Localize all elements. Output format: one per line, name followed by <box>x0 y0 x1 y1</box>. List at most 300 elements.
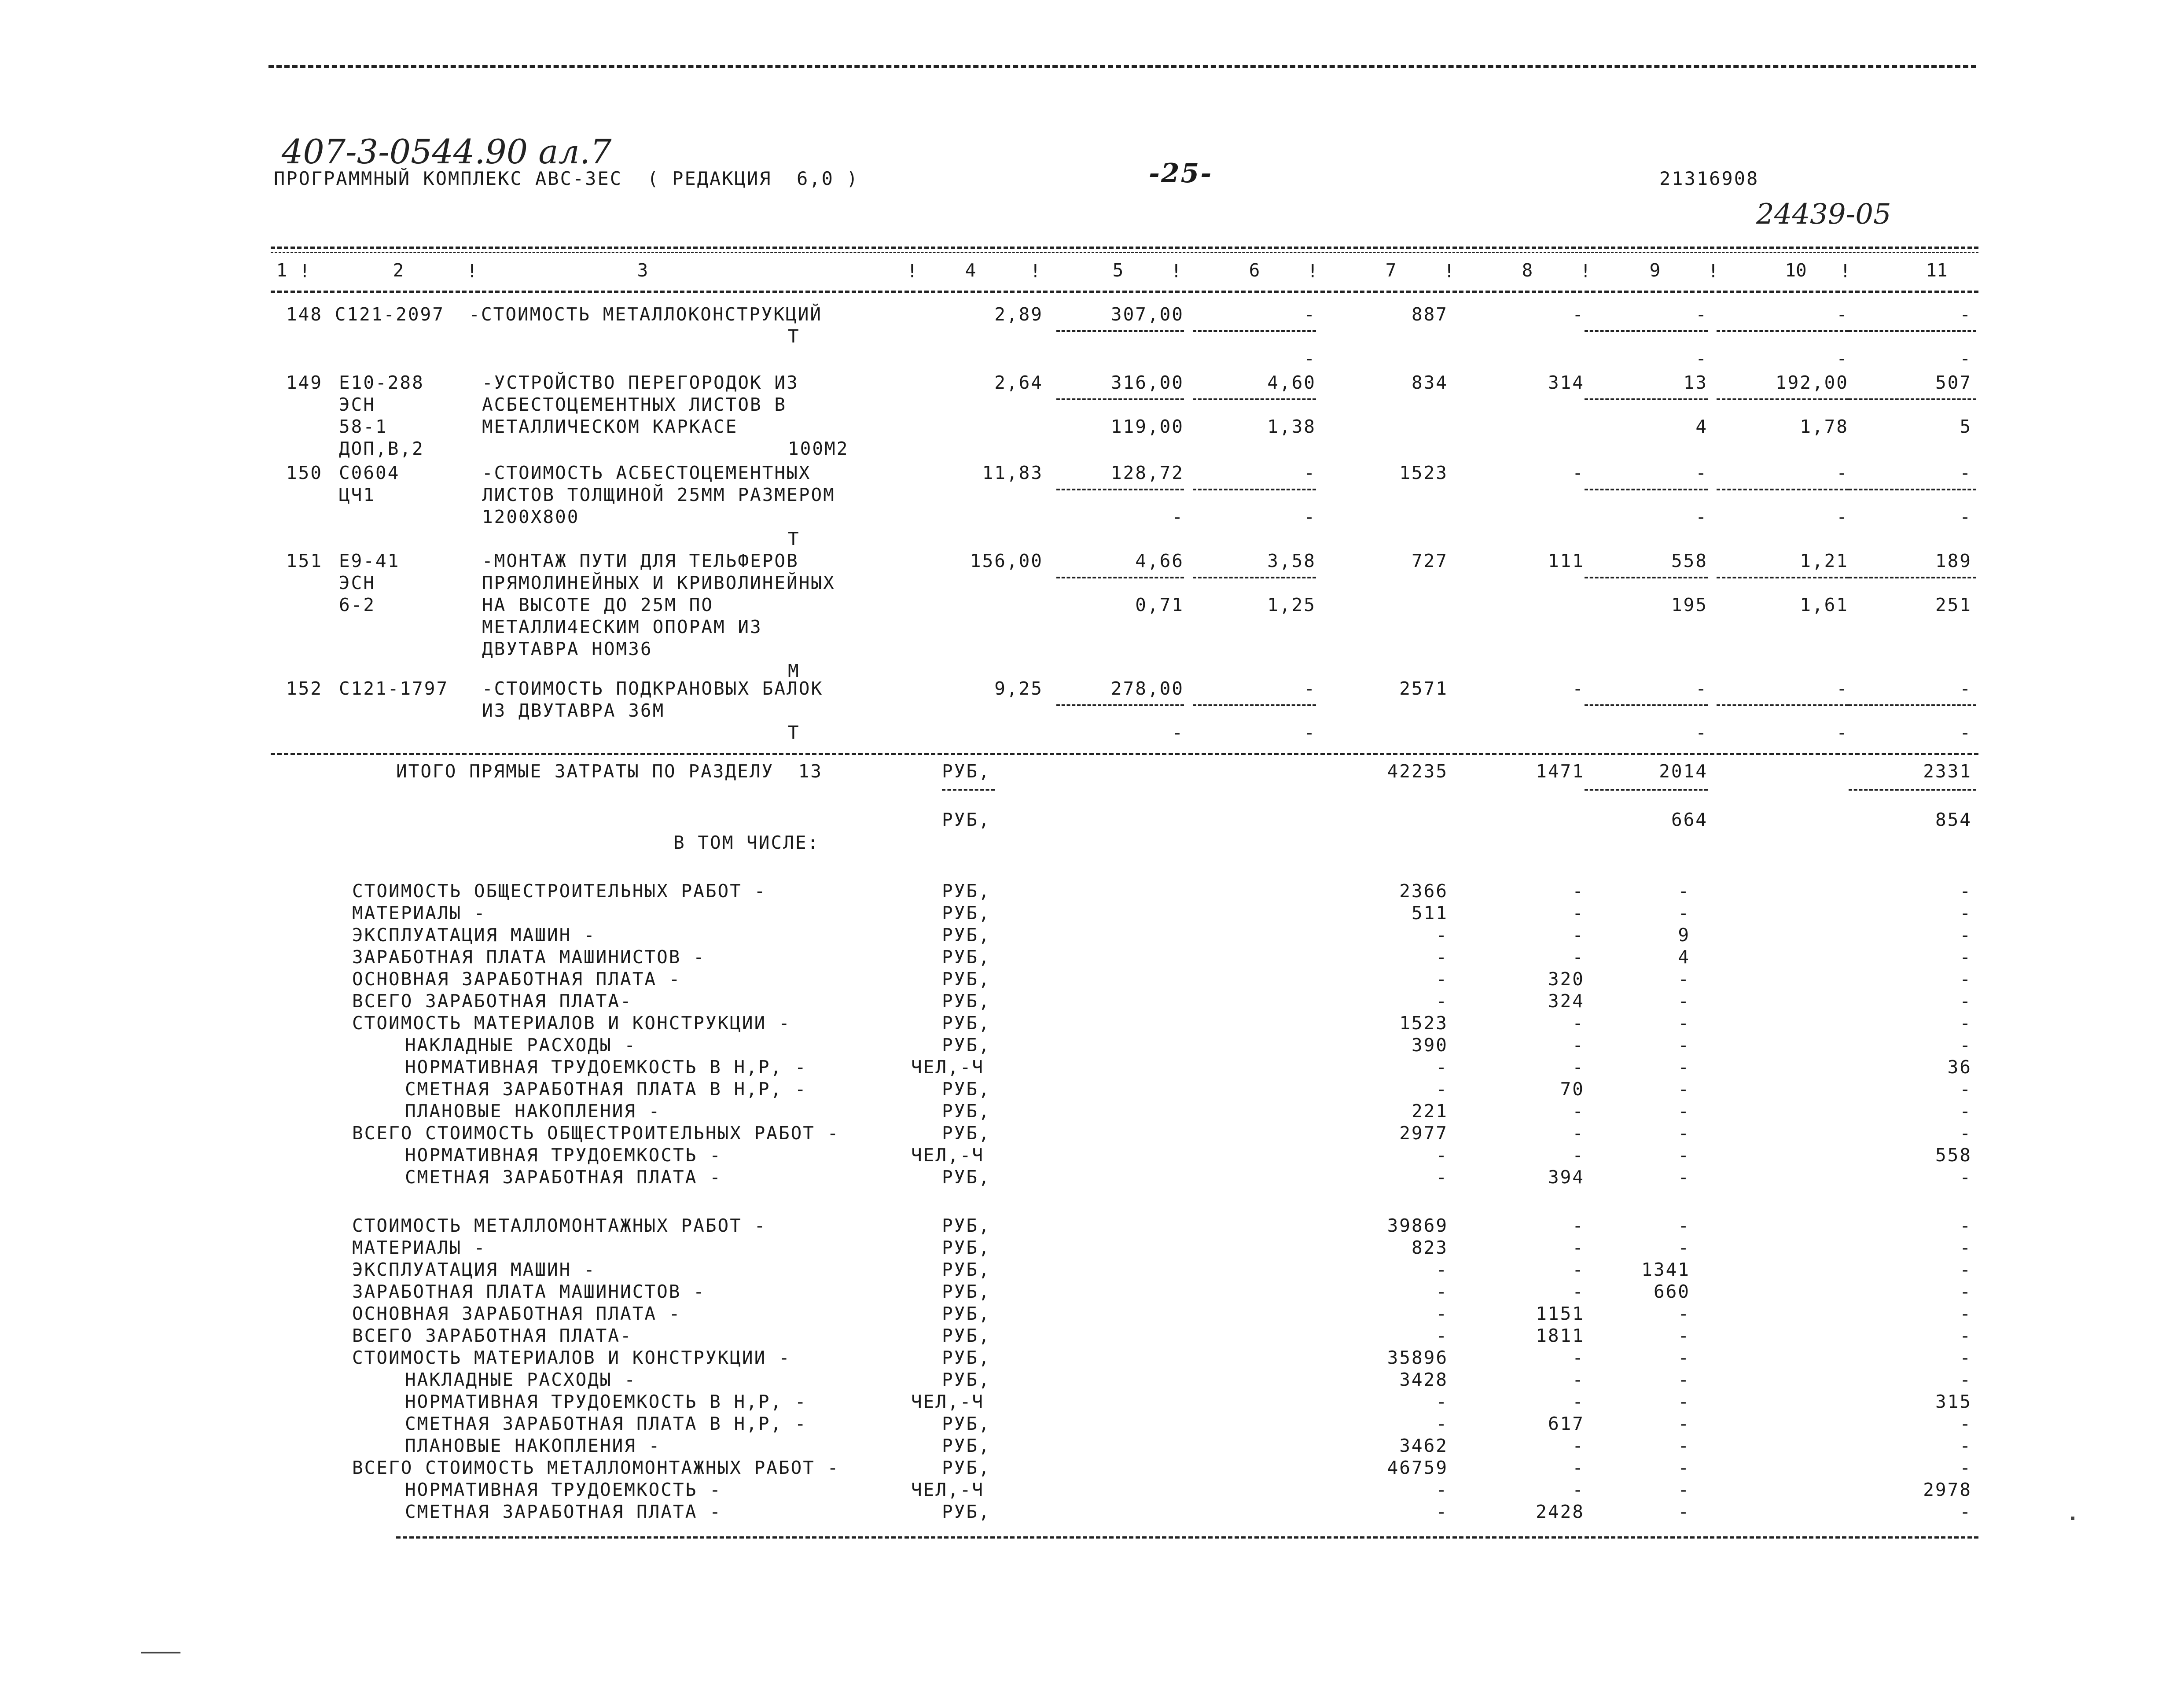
summary-c11: - <box>1960 1123 1972 1144</box>
summary-unit: РУБ, <box>942 1501 991 1522</box>
cell-c4: 11,83 <box>982 462 1043 483</box>
table-top-rule-2 <box>271 252 1978 253</box>
summary-c9: - <box>1678 902 1690 924</box>
cell-c9b: - <box>1695 722 1708 743</box>
summary-c9: - <box>1678 1057 1690 1078</box>
summary-c7: 2366 <box>1399 880 1448 902</box>
row-code: ДОП,В,2 <box>339 438 424 459</box>
total-c11b: 854 <box>1935 809 1972 830</box>
summary-c8: - <box>1572 1215 1585 1236</box>
summary-c7: 46759 <box>1387 1457 1448 1478</box>
cell-c9: - <box>1695 678 1708 699</box>
summary-label: СМЕТНАЯ ЗАРАБОТНАЯ ПЛАТА - <box>405 1167 722 1188</box>
cell-separator-rule <box>1056 489 1184 490</box>
cell-c6b: 1,25 <box>1267 594 1316 615</box>
summary-c8: - <box>1572 1479 1585 1500</box>
summary-unit: РУБ, <box>942 1079 991 1100</box>
summary-c7: 1523 <box>1399 1012 1448 1034</box>
row-text: АСБЕСТОЦЕМЕНТНЫХ ЛИСТОВ В <box>482 394 787 415</box>
row-text: -СТОИМОСТЬ ПОДКРАНОВЫХ БАЛОК <box>482 678 824 699</box>
summary-label: НОРМАТИВНАЯ ТРУДОЕМКОСТЬ В Н,Р, - <box>405 1391 807 1412</box>
summary-c11: - <box>1960 1435 1972 1456</box>
summary-unit: РУБ, <box>942 1035 991 1056</box>
cell-separator-rule <box>1056 398 1184 400</box>
total-c11: 2331 <box>1923 761 1972 782</box>
cell-c7: 887 <box>1411 304 1448 325</box>
program-title: ПРОГРАММНЫЙ КОМПЛЕКС АВС-3ЕС ( РЕДАКЦИЯ 6,0 ) <box>274 168 859 189</box>
summary-c11: - <box>1960 990 1972 1012</box>
summary-c7: - <box>1436 1325 1448 1346</box>
cell-c10: 192,00 <box>1775 372 1849 393</box>
summary-c7: - <box>1436 946 1448 968</box>
summary-label: ВСЕГО СТОИМОСТЬ ОБЩЕСТРОИТЕЛЬНЫХ РАБОТ - <box>352 1123 840 1144</box>
summary-label: СМЕТНАЯ ЗАРАБОТНАЯ ПЛАТА - <box>405 1501 722 1522</box>
row-number: 151 <box>286 550 323 571</box>
cell-c9b: 195 <box>1671 594 1708 615</box>
row-text: 1200Х800 <box>482 506 580 527</box>
row-text: МЕТАЛЛИ4ЕСКИМ ОПОРАМ ИЗ <box>482 616 762 637</box>
summary-unit: РУБ, <box>942 946 991 968</box>
row-text: -МОНТАЖ ПУТИ ДЛЯ ТЕЛЬФЕРОВ <box>482 550 799 571</box>
summary-unit: ЧЕЛ,-Ч <box>911 1391 985 1412</box>
table-bottom-rule <box>396 1536 1978 1539</box>
summary-label: ОСНОВНАЯ ЗАРАБОТНАЯ ПЛАТА - <box>352 968 681 990</box>
summary-c8: 1811 <box>1536 1325 1585 1346</box>
cell-c11b: 251 <box>1935 594 1972 615</box>
summary-unit: ЧЕЛ,-Ч <box>911 1057 985 1078</box>
cell-c8: - <box>1572 678 1585 699</box>
doc-number: 21316908 <box>1659 168 1759 189</box>
summary-label: ОСНОВНАЯ ЗАРАБОТНАЯ ПЛАТА - <box>352 1303 681 1324</box>
summary-c11: - <box>1960 1347 1972 1368</box>
cell-c6: - <box>1304 304 1316 325</box>
summary-c8: 70 <box>1560 1079 1585 1100</box>
cell-separator-rule <box>1585 704 1708 706</box>
cell-separator-rule <box>1717 704 1849 706</box>
summary-unit: РУБ, <box>942 1259 991 1280</box>
cell-c10b: 1,78 <box>1800 416 1849 437</box>
total-c9: 2014 <box>1659 761 1708 782</box>
summary-c9: - <box>1678 1101 1690 1122</box>
summary-c7: - <box>1436 1079 1448 1100</box>
row-code: ЭСН <box>339 572 376 593</box>
summary-c7: - <box>1436 1303 1448 1324</box>
summary-c11: - <box>1960 1325 1972 1346</box>
summary-c11: - <box>1960 1457 1972 1478</box>
summary-c11: 558 <box>1935 1145 1972 1166</box>
cell-c7: 1523 <box>1399 462 1448 483</box>
cell-c9b: - <box>1695 348 1708 369</box>
including-heading: В ТОМ ЧИСЛЕ: <box>673 832 820 853</box>
summary-c7: - <box>1436 1167 1448 1188</box>
summary-c8: 324 <box>1548 990 1585 1012</box>
cell-c5: 316,00 <box>1110 372 1184 393</box>
column-separator: ! <box>1030 261 1042 282</box>
summary-c8: - <box>1572 924 1585 946</box>
summary-c11: - <box>1960 946 1972 968</box>
total-c8: 1471 <box>1536 761 1585 782</box>
summary-c9: - <box>1678 1347 1690 1368</box>
row-text: ЛИСТОВ ТОЛЩИНОЙ 25ММ РАЗМЕРОМ <box>482 484 835 505</box>
summary-unit: РУБ, <box>942 1101 991 1122</box>
cell-separator-rule <box>1585 577 1708 578</box>
summary-c8: - <box>1572 1457 1585 1478</box>
cell-c5: 4,66 <box>1135 550 1184 571</box>
total-c9b: 664 <box>1671 809 1708 830</box>
column-header-8: 8 <box>1522 260 1533 281</box>
summary-c7: - <box>1436 968 1448 990</box>
summary-unit: РУБ, <box>942 1237 991 1258</box>
cell-separator-rule <box>1193 577 1316 578</box>
cell-c5: 278,00 <box>1110 678 1184 699</box>
cell-c11: - <box>1960 678 1972 699</box>
row-text: МЕТАЛЛИЧЕСКОМ КАРКАСЕ <box>482 416 738 437</box>
summary-c11: - <box>1960 968 1972 990</box>
summary-unit: РУБ, <box>942 1303 991 1324</box>
summary-c7: 823 <box>1411 1237 1448 1258</box>
cell-c5b: 119,00 <box>1110 416 1184 437</box>
summary-c9: 9 <box>1678 924 1690 946</box>
cell-c5: 307,00 <box>1110 304 1184 325</box>
cell-c8: - <box>1572 304 1585 325</box>
summary-c7: 3462 <box>1399 1435 1448 1456</box>
cell-c11: 189 <box>1935 550 1972 571</box>
handwritten-ref: 24439-05 <box>1756 198 1891 231</box>
summary-unit: РУБ, <box>942 1281 991 1302</box>
cell-c11b: - <box>1960 506 1972 527</box>
cell-c6: - <box>1304 462 1316 483</box>
summary-c9: - <box>1678 1079 1690 1100</box>
cell-c10: - <box>1836 678 1849 699</box>
summary-unit: РУБ, <box>942 1123 991 1144</box>
column-header-5: 5 <box>1112 260 1124 281</box>
cell-separator-rule <box>1849 489 1976 490</box>
row-code: ЭСН <box>339 394 376 415</box>
cell-c11: 507 <box>1935 372 1972 393</box>
cell-c11b: - <box>1960 348 1972 369</box>
cell-c10b: - <box>1836 348 1849 369</box>
cell-c10: 1,21 <box>1800 550 1849 571</box>
cell-c7: 834 <box>1411 372 1448 393</box>
cell-c11b: 5 <box>1960 416 1972 437</box>
summary-c8: 394 <box>1548 1167 1585 1188</box>
cell-separator-rule <box>1849 704 1976 706</box>
summary-label: СТОИМОСТЬ ОБЩЕСТРОИТЕЛЬНЫХ РАБОТ - <box>352 880 767 902</box>
page-number: -25- <box>1149 158 1213 189</box>
cell-separator-rule <box>1056 577 1184 578</box>
summary-c11: - <box>1960 1079 1972 1100</box>
cell-c6b: - <box>1304 348 1316 369</box>
summary-c7: 390 <box>1411 1035 1448 1056</box>
summary-c9: 660 <box>1653 1281 1690 1302</box>
cell-c9: - <box>1695 304 1708 325</box>
cell-c8: 111 <box>1548 550 1585 571</box>
summary-c8: 617 <box>1548 1413 1585 1434</box>
row-code: ЦЧ1 <box>339 484 376 505</box>
summary-c8: - <box>1572 1435 1585 1456</box>
summary-c11: - <box>1960 1281 1972 1302</box>
summary-unit: РУБ, <box>942 1369 991 1390</box>
cell-c6b: 1,38 <box>1267 416 1316 437</box>
cell-c4: 9,25 <box>994 678 1043 699</box>
summary-c11: - <box>1960 1303 1972 1324</box>
summary-c11: - <box>1960 880 1972 902</box>
cell-separator-rule <box>1717 577 1849 578</box>
cell-c7: 727 <box>1411 550 1448 571</box>
summary-c7: - <box>1436 1479 1448 1500</box>
column-header-2: 2 <box>393 260 404 281</box>
summary-label: СТОИМОСТЬ МАТЕРИАЛОВ И КОНСТРУКЦИИ - <box>352 1012 791 1034</box>
summary-c8: - <box>1572 1123 1585 1144</box>
cell-c5b: - <box>1172 506 1184 527</box>
row-text: ИЗ ДВУТАВРА 36М <box>482 700 665 721</box>
cell-c9: - <box>1695 462 1708 483</box>
summary-label: ЭКСПЛУАТАЦИЯ МАШИН - <box>352 1259 596 1280</box>
cell-c9b: - <box>1695 506 1708 527</box>
summary-unit: РУБ, <box>942 1347 991 1368</box>
table-top-rule <box>271 247 1978 249</box>
summary-c7: - <box>1436 990 1448 1012</box>
summary-label: НОРМАТИВНАЯ ТРУДОЕМКОСТЬ - <box>405 1145 722 1166</box>
scan-mark <box>141 1652 180 1653</box>
summary-unit: РУБ, <box>942 1325 991 1346</box>
row-code: Е9-41 <box>339 550 400 571</box>
cell-separator-rule <box>1585 398 1708 400</box>
column-separator: ! <box>1840 261 1852 282</box>
cell-separator-rule <box>1193 398 1316 400</box>
cell-c6b: - <box>1304 722 1316 743</box>
cell-separator-rule <box>1193 489 1316 490</box>
cell-c10b: 1,61 <box>1800 594 1849 615</box>
summary-unit: ЧЕЛ,-Ч <box>911 1145 985 1166</box>
cell-c8: 314 <box>1548 372 1585 393</box>
column-header-1: 1 <box>276 260 287 281</box>
row-text: -УСТРОЙСТВО ПЕРЕГОРОДОК ИЗ <box>482 372 799 393</box>
summary-c11: - <box>1960 902 1972 924</box>
summary-label: СМЕТНАЯ ЗАРАБОТНАЯ ПЛАТА В Н,Р, - <box>405 1079 807 1100</box>
row-unit: М <box>788 660 800 681</box>
row-number: 152 <box>286 678 323 699</box>
summary-c11: - <box>1960 1035 1972 1056</box>
summary-c8: - <box>1572 1012 1585 1034</box>
summary-c9: - <box>1678 1413 1690 1434</box>
summary-label: СТОИМОСТЬ МЕТАЛЛОМОНТАЖНЫХ РАБОТ - <box>352 1215 767 1236</box>
summary-label: ПЛАНОВЫЕ НАКОПЛЕНИЯ - <box>405 1101 661 1122</box>
summary-c8: - <box>1572 1145 1585 1166</box>
summary-c11: 36 <box>1947 1057 1972 1078</box>
summary-c7: - <box>1436 924 1448 946</box>
summary-c9: - <box>1678 1435 1690 1456</box>
summary-c8: - <box>1572 1369 1585 1390</box>
column-header-4: 4 <box>965 260 976 281</box>
summary-label: СТОИМОСТЬ МАТЕРИАЛОВ И КОНСТРУКЦИИ - <box>352 1347 791 1368</box>
summary-c11: - <box>1960 1167 1972 1188</box>
row-number: 149 <box>286 372 323 393</box>
summary-unit: РУБ, <box>942 1435 991 1456</box>
column-header-9: 9 <box>1649 260 1661 281</box>
summary-c9: 4 <box>1678 946 1690 968</box>
summary-c8: - <box>1572 1281 1585 1302</box>
cell-c9b: 4 <box>1695 416 1708 437</box>
summary-c11: - <box>1960 1237 1972 1258</box>
cell-separator-rule <box>1193 330 1316 332</box>
summary-c9: - <box>1678 880 1690 902</box>
row-code: 6-2 <box>339 594 376 615</box>
column-header-3: 3 <box>637 260 648 281</box>
summary-c9: - <box>1678 1391 1690 1412</box>
cell-c11b: - <box>1960 722 1972 743</box>
summary-unit: РУБ, <box>942 1012 991 1034</box>
row-code: С0604 <box>339 462 400 483</box>
column-separator: ! <box>1708 261 1720 282</box>
column-separator: ! <box>1171 261 1183 282</box>
summary-c9: - <box>1678 1303 1690 1324</box>
summary-unit: РУБ, <box>942 902 991 924</box>
summary-c8: - <box>1572 1057 1585 1078</box>
summary-c7: - <box>1436 1145 1448 1166</box>
summary-c9: - <box>1678 1479 1690 1500</box>
summary-c11: - <box>1960 1501 1972 1522</box>
row-text: -СТОИМОСТЬ АСБЕСТОЦЕМЕНТНЫХ <box>482 462 811 483</box>
cell-separator-rule <box>1585 330 1708 332</box>
cell-c5b: 0,71 <box>1135 594 1184 615</box>
summary-c9: - <box>1678 1325 1690 1346</box>
summary-c9: - <box>1678 1369 1690 1390</box>
summary-c11: - <box>1960 1012 1972 1034</box>
summary-c7: 221 <box>1411 1101 1448 1122</box>
cell-c10b: - <box>1836 506 1849 527</box>
row-number: 150 <box>286 462 323 483</box>
cell-separator-rule <box>1585 789 1708 791</box>
summary-c9: - <box>1678 1501 1690 1522</box>
cell-c5b: - <box>1172 722 1184 743</box>
cell-separator-rule <box>1849 577 1976 578</box>
summary-label: МАТЕРИАЛЫ - <box>352 902 486 924</box>
summary-label: МАТЕРИАЛЫ - <box>352 1237 486 1258</box>
summary-c11: - <box>1960 1259 1972 1280</box>
cell-c11: - <box>1960 462 1972 483</box>
cell-separator-rule <box>1849 789 1976 791</box>
summary-label: ЗАРАБОТНАЯ ПЛАТА МАШИНИСТОВ - <box>352 946 706 968</box>
summary-c8: 320 <box>1548 968 1585 990</box>
summary-label: НАКЛАДНЫЕ РАСХОДЫ - <box>405 1035 636 1056</box>
total-label: ИТОГО ПРЯМЫЕ ЗАТРАТЫ ПО РАЗДЕЛУ 13 <box>396 761 823 782</box>
summary-c8: - <box>1572 1101 1585 1122</box>
cell-separator-rule <box>1849 398 1976 400</box>
summary-unit: РУБ, <box>942 1457 991 1478</box>
cell-c8: - <box>1572 462 1585 483</box>
summary-label: ВСЕГО СТОИМОСТЬ МЕТАЛЛОМОНТАЖНЫХ РАБОТ - <box>352 1457 840 1478</box>
row-code: 58-1 <box>339 416 388 437</box>
total-unit-2: РУБ, <box>942 809 991 830</box>
summary-c9: - <box>1678 1123 1690 1144</box>
row-unit: 100М2 <box>788 438 849 459</box>
column-header-7: 7 <box>1385 260 1397 281</box>
cell-c11: - <box>1960 304 1972 325</box>
row-text: ПРЯМОЛИНЕЙНЫХ И КРИВОЛИНЕЙНЫХ <box>482 572 835 593</box>
cell-c7: 2571 <box>1399 678 1448 699</box>
summary-unit: РУБ, <box>942 1215 991 1236</box>
summary-c11: 2978 <box>1923 1479 1972 1500</box>
summary-c11: 315 <box>1935 1391 1972 1412</box>
summary-c9: - <box>1678 1167 1690 1188</box>
summary-c8: - <box>1572 1391 1585 1412</box>
column-separator: ! <box>907 261 919 282</box>
summary-c8: - <box>1572 1347 1585 1368</box>
column-separator: ! <box>1307 261 1320 282</box>
cell-separator-rule <box>1717 398 1849 400</box>
column-separator: ! <box>467 261 479 282</box>
cell-separator-rule <box>1717 330 1849 332</box>
summary-c9: - <box>1678 1237 1690 1258</box>
cell-c10b: - <box>1836 722 1849 743</box>
cell-c6: 3,58 <box>1267 550 1316 571</box>
summary-c8: 1151 <box>1536 1303 1585 1324</box>
summary-c9: - <box>1678 990 1690 1012</box>
cell-c6: 4,60 <box>1267 372 1316 393</box>
summary-c9: - <box>1678 1145 1690 1166</box>
summary-c9: - <box>1678 1215 1690 1236</box>
row-code: С121-1797 <box>339 678 449 699</box>
summary-c9: - <box>1678 1457 1690 1478</box>
cell-c4: 156,00 <box>970 550 1043 571</box>
handwritten-code: 407-3-0544.90 ал.7 <box>282 132 612 171</box>
summary-c8: 2428 <box>1536 1501 1585 1522</box>
top-perforation <box>268 65 1976 68</box>
row-text: ДВУТАВРА НОМ36 <box>482 638 653 659</box>
table-header-rule <box>271 291 1978 293</box>
summary-c11: - <box>1960 924 1972 946</box>
summary-c9: 1341 <box>1641 1259 1690 1280</box>
summary-unit: РУБ, <box>942 924 991 946</box>
cell-c10: - <box>1836 304 1849 325</box>
summary-c7: - <box>1436 1259 1448 1280</box>
total-c7: 42235 <box>1387 761 1448 782</box>
cell-c5: 128,72 <box>1110 462 1184 483</box>
cell-separator-rule <box>1193 704 1316 706</box>
cell-c9: 13 <box>1683 372 1708 393</box>
cell-c6: - <box>1304 678 1316 699</box>
summary-c7: 35896 <box>1387 1347 1448 1368</box>
cell-c10: - <box>1836 462 1849 483</box>
table-body-end-rule <box>271 753 1978 755</box>
summary-unit: РУБ, <box>942 968 991 990</box>
summary-label: СМЕТНАЯ ЗАРАБОТНАЯ ПЛАТА В Н,Р, - <box>405 1413 807 1434</box>
summary-c9: - <box>1678 968 1690 990</box>
summary-c7: 39869 <box>1387 1215 1448 1236</box>
summary-c8: - <box>1572 946 1585 968</box>
column-header-10: 10 <box>1785 260 1807 281</box>
summary-c7: - <box>1436 1281 1448 1302</box>
cell-c4: 2,64 <box>994 372 1043 393</box>
column-header-6: 6 <box>1249 260 1260 281</box>
row-code: Е10-288 <box>339 372 424 393</box>
summary-label: НОРМАТИВНАЯ ТРУДОЕМКОСТЬ В Н,Р, - <box>405 1057 807 1078</box>
row-text: НА ВЫСОТЕ ДО 25М ПО <box>482 594 713 615</box>
cell-separator-rule <box>942 789 995 791</box>
summary-c8: - <box>1572 1035 1585 1056</box>
scan-mark <box>2071 1517 2074 1520</box>
cell-separator-rule <box>1585 489 1708 490</box>
cell-separator-rule <box>1056 704 1184 706</box>
summary-label: ВСЕГО ЗАРАБОТНАЯ ПЛАТА- <box>352 1325 632 1346</box>
summary-unit: ЧЕЛ,-Ч <box>911 1479 985 1500</box>
summary-unit: РУБ, <box>942 1167 991 1188</box>
summary-c7: 511 <box>1411 902 1448 924</box>
summary-unit: РУБ, <box>942 1413 991 1434</box>
column-separator: ! <box>1444 261 1456 282</box>
row-unit: Т <box>788 722 800 743</box>
